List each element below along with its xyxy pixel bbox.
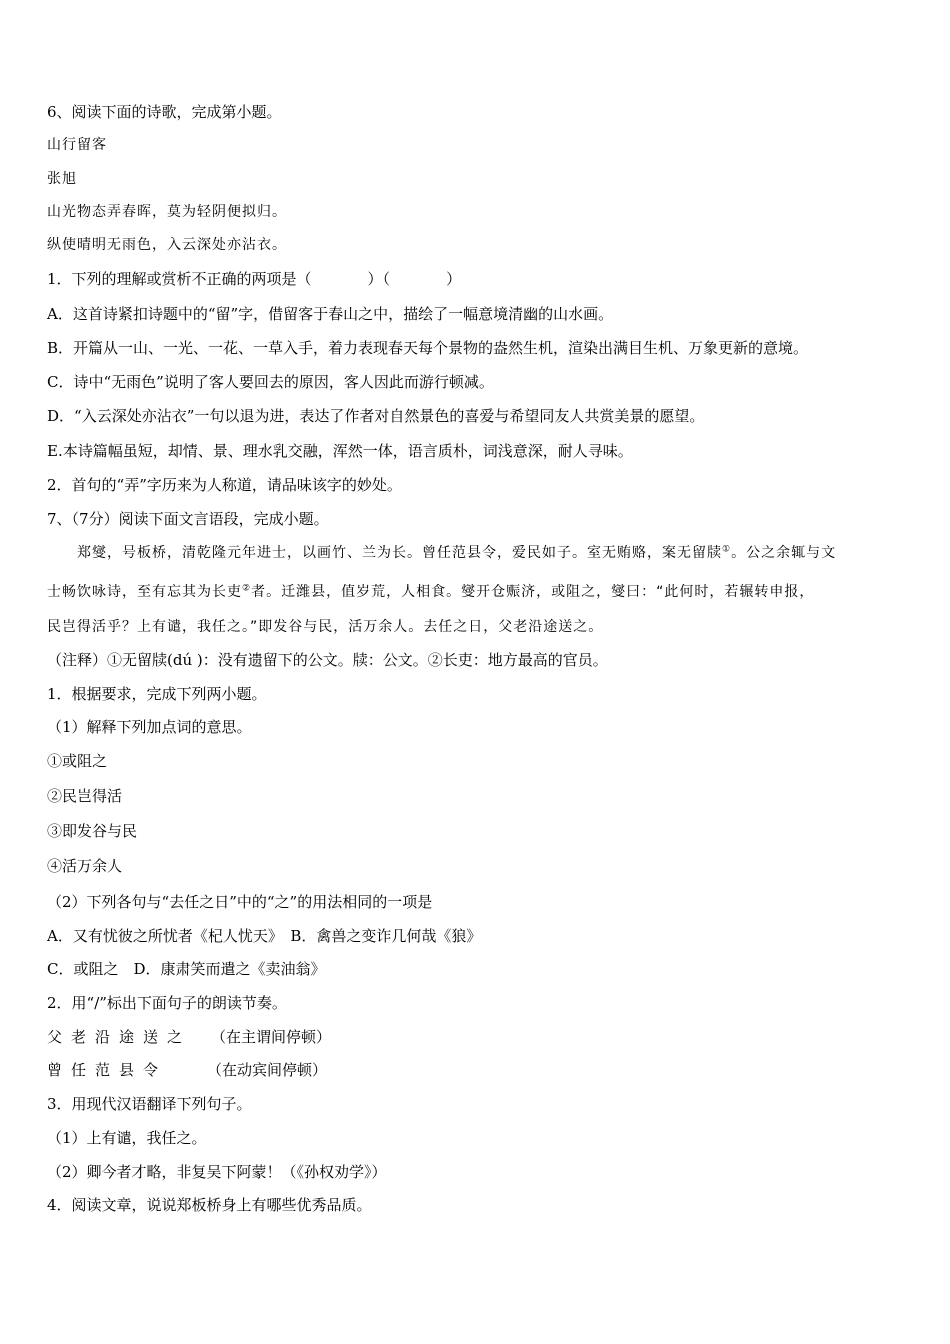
- word-item-2: ②民岂得活: [47, 787, 123, 805]
- footnote-mark-1: ①: [722, 544, 732, 555]
- rhythm-sentence-1-text: 父老沿途送之: [47, 1028, 192, 1046]
- q6-option-c: C．诗中“无雨色”说明了客人要回去的原因，客人因此而游行顿减。: [47, 373, 494, 391]
- q6-option-e: E.本诗篇幅虽短，却情、景、理水乳交融，浑然一体，语言质朴，词浅意深，耐人寻味。: [47, 442, 633, 460]
- passage-note: （注释）①无留牍(dú )：没有遗留下的公文。牍：公文。②长吏：地方最高的官员。: [47, 651, 608, 669]
- poem-line-1: 山光物态弄春晖，莫为轻阴便拟归。: [47, 204, 287, 220]
- question-7-intro: 7、（7分）阅读下面文言语段，完成小题。: [47, 510, 329, 528]
- passage-line-2-b: 者。迁潍县，值岁荒，人相食。燮开仓赈济，或阻之，燮曰：“此何时，若辗转申报，: [251, 584, 815, 600]
- q6-sub1-stem: [47, 269, 461, 289]
- rhythm-sentence-1-hint: （在主谓间停顿）: [211, 1028, 332, 1046]
- passage-line-1: [77, 543, 836, 563]
- passage-line-2: [47, 582, 814, 602]
- q7-sub3-stem: 3．用现代汉语翻译下列句子。: [47, 1095, 252, 1113]
- passage-line-1-b: 。公之余辄与文: [731, 545, 837, 561]
- q7-sub1-stem: 1．根据要求，完成下列两小题。: [47, 685, 267, 703]
- q7-options-cd: C．或阻之 D．康肃笑而遣之《卖油翁》: [47, 960, 326, 978]
- translate-item-1: （1）上有谴，我任之。: [47, 1129, 207, 1147]
- q7-options-ab: A．又有忧彼之所忧者《杞人忧天》 B．禽兽之变诈几何哉《狼》: [47, 927, 482, 945]
- rhythm-sentence-2-hint: （在动宾间停顿）: [207, 1061, 328, 1079]
- poem-author: 张旭: [47, 171, 77, 187]
- q6-option-b: B．开篇从一山、一光、一花、一草入手，着力表现春天每个景物的盎然生机，渲染出满目生机、万象更新的意境。: [47, 339, 809, 357]
- passage-line-3: 民岂得活乎？上有谴，我任之。”即发谷与民，活万余人。去任之日，父老沿途送之。: [47, 619, 604, 635]
- passage-line-2-a: 士畅饮咏诗，至有忘其为长吏: [47, 584, 242, 600]
- passage-line-1-a: 郑燮，号板桥，清乾隆元年进士，以画竹、兰为长。曾任范县令，爱民如子。室无贿赂，案无留牍: [77, 545, 722, 561]
- rhythm-sentence-2-text: 曾任范县令: [47, 1061, 168, 1079]
- rhythm-sentence-1: [47, 1027, 331, 1047]
- word-item-3: ③即发谷与民: [47, 822, 138, 840]
- q6-option-d: D．“入云深处亦沾衣”一句以退为进，表达了作者对自然景色的喜爱与希望同友人共赏美景的愿望。: [47, 407, 705, 425]
- q6-sub1-stem-suffix: ）: [446, 270, 462, 288]
- translate-item-2: （2）卿今者才略，非复吴下阿蒙！（《孙权劝学》）: [47, 1163, 387, 1181]
- q7-sub1-part1: （1）解释下列加点词的意思。: [47, 718, 252, 736]
- word-item-4: ④活万余人: [47, 857, 123, 875]
- q7-sub4: 4．阅读文章，说说郑板桥身上有哪些优秀品质。: [47, 1196, 372, 1214]
- q7-sub1-part2: （2）下列各句与“去任之日”中的“之”的用法相同的一项是: [47, 893, 433, 911]
- poem-line-2: 纵使晴明无雨色，入云深处亦沾衣。: [47, 237, 287, 253]
- poem-title: 山行留客: [47, 137, 107, 153]
- q6-sub1-stem-prefix: 1．下列的理解或赏析不正确的两项是（: [47, 270, 312, 288]
- q6-sub1-stem-mid: ）（: [367, 270, 391, 288]
- q6-option-a: A．这首诗紧扣诗题中的“留”字，借留客于春山之中，描绘了一幅意境清幽的山水画。: [47, 305, 614, 323]
- rhythm-sentence-2: [47, 1060, 327, 1080]
- question-6-intro: 6、阅读下面的诗歌，完成第小题。: [47, 103, 282, 121]
- word-item-1: ①或阻之: [47, 752, 108, 770]
- q6-sub2: 2．首句的“弄”字历来为人称道，请品味该字的妙处。: [47, 476, 402, 494]
- q7-sub2-stem: 2．用“/”标出下面句子的朗读节奏。: [47, 994, 287, 1012]
- footnote-mark-2: ②: [242, 583, 252, 594]
